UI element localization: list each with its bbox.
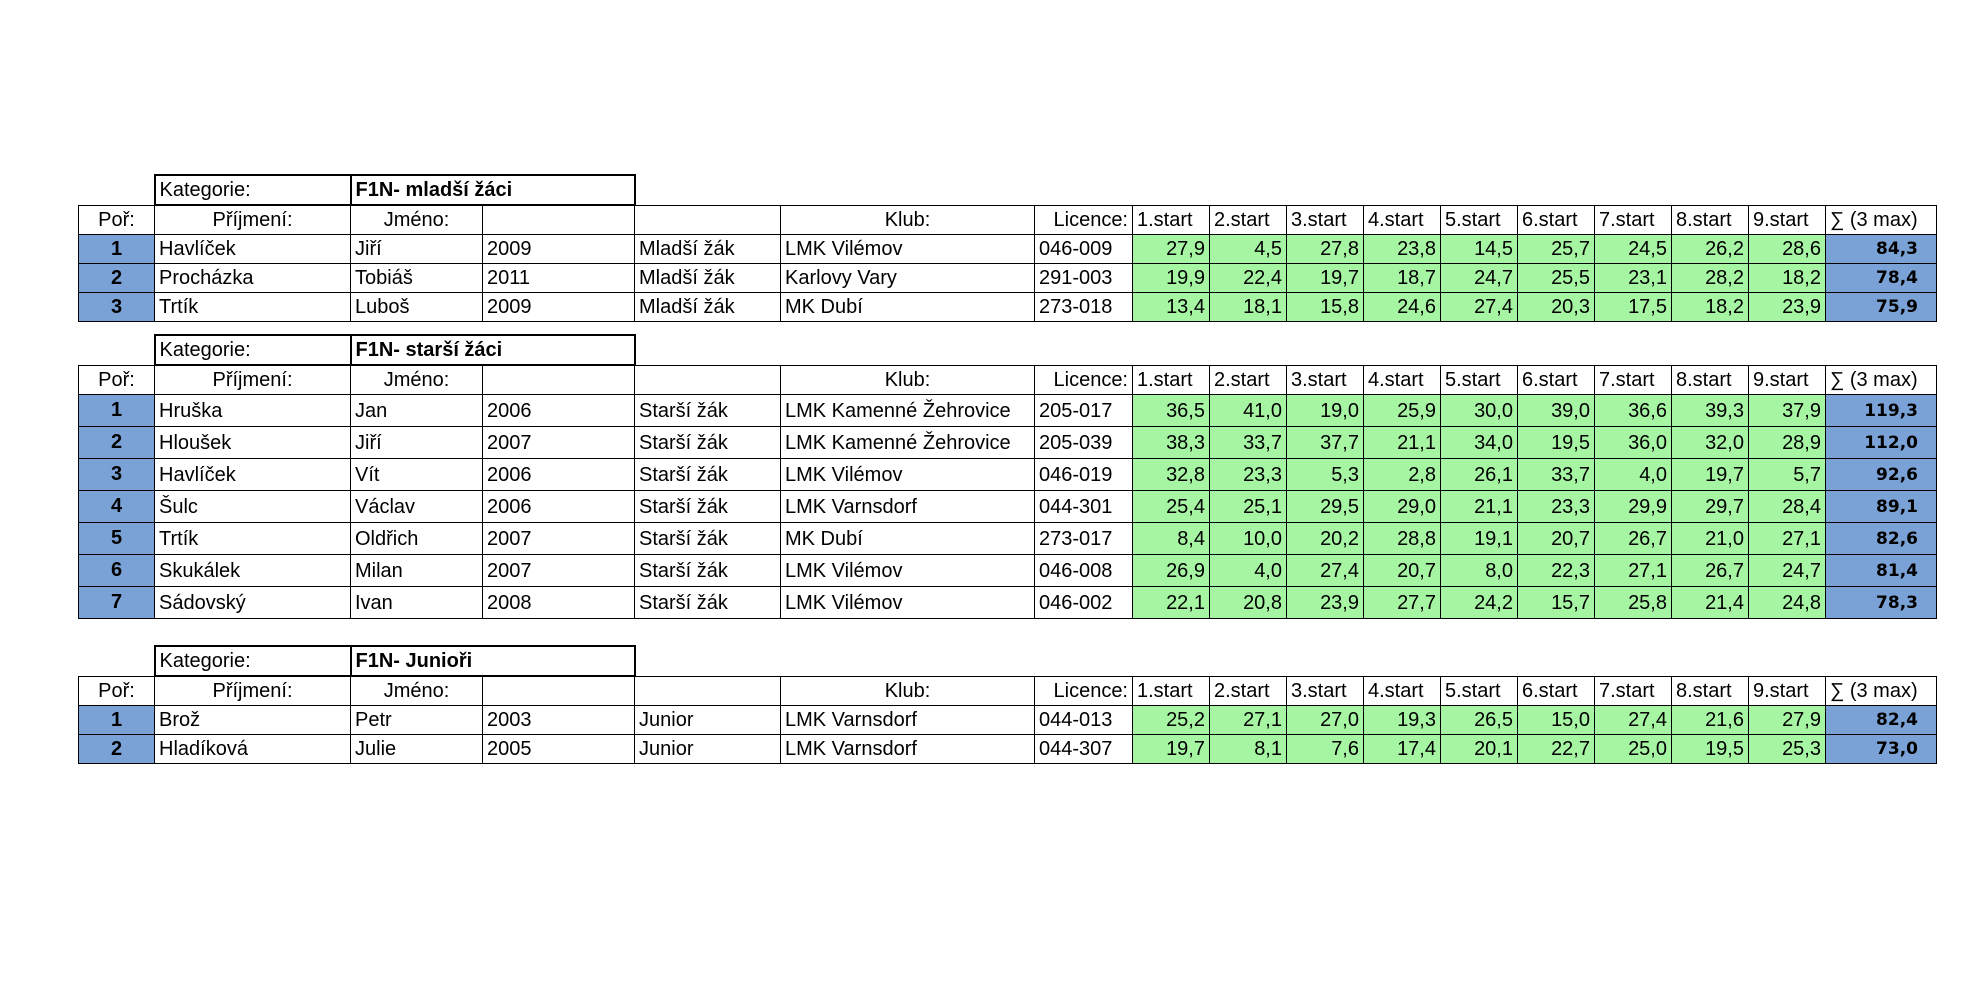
header-start-5: 5.start [1441, 676, 1518, 706]
score-cell: 37,9 [1749, 395, 1826, 427]
results-table [78, 174, 1937, 322]
score-cell: 27,4 [1595, 706, 1672, 735]
licence-cell: 205-017 [1035, 395, 1133, 427]
score-cell: 2,8 [1364, 459, 1441, 491]
header-name: Jméno: [351, 205, 483, 235]
header-name: Jméno: [351, 676, 483, 706]
score-cell: 24,5 [1595, 235, 1672, 264]
score-cell: 22,4 [1210, 264, 1287, 293]
score-cell: 19,0 [1287, 395, 1364, 427]
rank-cell: 1 [79, 706, 155, 735]
rank-cell: 1 [79, 395, 155, 427]
table-row [79, 293, 1937, 322]
header-licence: Licence: [1035, 676, 1133, 706]
header-rank: Poř: [79, 365, 155, 395]
table-row [79, 555, 1937, 587]
header-start-1: 1.start [1133, 205, 1210, 235]
header-start-6: 6.start [1518, 676, 1595, 706]
score-cell: 22,3 [1518, 555, 1595, 587]
score-cell: 27,1 [1595, 555, 1672, 587]
category-name: F1N- Junioři [351, 646, 635, 676]
score-cell: 14,5 [1441, 235, 1518, 264]
header-start-6: 6.start [1518, 205, 1595, 235]
header-start-8: 8.start [1672, 205, 1749, 235]
name-cell: Julie [351, 735, 483, 764]
name-cell: Milan [351, 555, 483, 587]
header-year [483, 205, 635, 235]
table-row [79, 587, 1937, 619]
score-cell: 29,9 [1595, 491, 1672, 523]
score-cell: 21,1 [1364, 427, 1441, 459]
table-row [79, 491, 1937, 523]
year-cell: 2006 [483, 459, 635, 491]
score-cell: 25,2 [1133, 706, 1210, 735]
score-cell: 27,7 [1364, 587, 1441, 619]
score-cell: 18,2 [1749, 264, 1826, 293]
category-cell: Mladší žák [635, 293, 781, 322]
score-cell: 27,4 [1441, 293, 1518, 322]
total-cell: 119,3 [1826, 395, 1937, 427]
club-cell: Karlovy Vary [781, 264, 1035, 293]
name-cell: Tobiáš [351, 264, 483, 293]
surname-cell: Trtík [155, 523, 351, 555]
licence-cell: 205-039 [1035, 427, 1133, 459]
header-start-7: 7.start [1595, 205, 1672, 235]
category-cell: Starší žák [635, 555, 781, 587]
year-cell: 2009 [483, 235, 635, 264]
score-cell: 24,7 [1749, 555, 1826, 587]
score-cell: 24,7 [1441, 264, 1518, 293]
club-cell: LMK Varnsdorf [781, 706, 1035, 735]
score-cell: 25,0 [1595, 735, 1672, 764]
surname-cell: Šulc [155, 491, 351, 523]
score-cell: 15,0 [1518, 706, 1595, 735]
score-cell: 4,0 [1210, 555, 1287, 587]
name-cell: Oldřich [351, 523, 483, 555]
name-cell: Jiří [351, 427, 483, 459]
score-cell: 15,7 [1518, 587, 1595, 619]
score-cell: 20,1 [1441, 735, 1518, 764]
score-cell: 20,8 [1210, 587, 1287, 619]
header-start-4: 4.start [1364, 205, 1441, 235]
header-start-7: 7.start [1595, 676, 1672, 706]
score-cell: 17,5 [1595, 293, 1672, 322]
licence-cell: 044-301 [1035, 491, 1133, 523]
score-cell: 24,8 [1749, 587, 1826, 619]
score-cell: 25,5 [1518, 264, 1595, 293]
score-cell: 19,3 [1364, 706, 1441, 735]
header-start-8: 8.start [1672, 365, 1749, 395]
category-name: F1N- mladší žáci [351, 175, 635, 205]
score-cell: 27,0 [1287, 706, 1364, 735]
header-start-4: 4.start [1364, 676, 1441, 706]
total-cell: 78,4 [1826, 264, 1937, 293]
table-row [79, 706, 1937, 735]
club-cell: LMK Varnsdorf [781, 491, 1035, 523]
name-cell: Petr [351, 706, 483, 735]
header-start-5: 5.start [1441, 365, 1518, 395]
score-cell: 33,7 [1518, 459, 1595, 491]
header-start-1: 1.start [1133, 676, 1210, 706]
header-surname: Příjmení: [155, 205, 351, 235]
header-start-3: 3.start [1287, 205, 1364, 235]
score-cell: 27,1 [1749, 523, 1826, 555]
score-cell: 26,9 [1133, 555, 1210, 587]
name-cell: Vít [351, 459, 483, 491]
score-cell: 19,1 [1441, 523, 1518, 555]
score-cell: 34,0 [1441, 427, 1518, 459]
club-cell: LMK Vilémov [781, 555, 1035, 587]
score-cell: 7,6 [1287, 735, 1364, 764]
club-cell: LMK Vilémov [781, 459, 1035, 491]
club-cell: LMK Kamenné Žehrovice [781, 395, 1035, 427]
score-cell: 38,3 [1133, 427, 1210, 459]
score-cell: 41,0 [1210, 395, 1287, 427]
category-label: Kategorie: [155, 175, 351, 205]
surname-cell: Havlíček [155, 235, 351, 264]
score-cell: 23,3 [1518, 491, 1595, 523]
score-cell: 27,9 [1133, 235, 1210, 264]
header-licence: Licence: [1035, 205, 1133, 235]
name-cell: Luboš [351, 293, 483, 322]
score-cell: 5,7 [1749, 459, 1826, 491]
club-cell: LMK Kamenné Žehrovice [781, 427, 1035, 459]
score-cell: 25,3 [1749, 735, 1826, 764]
score-cell: 29,5 [1287, 491, 1364, 523]
category-label: Kategorie: [155, 335, 351, 365]
category-cell: Starší žák [635, 523, 781, 555]
header-year [483, 365, 635, 395]
score-cell: 36,0 [1595, 427, 1672, 459]
header-start-2: 2.start [1210, 205, 1287, 235]
category-cell: Junior [635, 706, 781, 735]
score-cell: 19,9 [1133, 264, 1210, 293]
header-start-8: 8.start [1672, 676, 1749, 706]
total-cell: 82,4 [1826, 706, 1937, 735]
category-name: F1N- starší žáci [351, 335, 635, 365]
score-cell: 23,3 [1210, 459, 1287, 491]
header-start-9: 9.start [1749, 205, 1826, 235]
licence-cell: 273-017 [1035, 523, 1133, 555]
score-cell: 27,9 [1749, 706, 1826, 735]
name-cell: Ivan [351, 587, 483, 619]
header-name: Jméno: [351, 365, 483, 395]
total-cell: 82,6 [1826, 523, 1937, 555]
header-club: Klub: [781, 676, 1035, 706]
score-cell: 23,1 [1595, 264, 1672, 293]
table-row [79, 235, 1937, 264]
score-cell: 18,1 [1210, 293, 1287, 322]
score-cell: 27,1 [1210, 706, 1287, 735]
total-cell: 84,3 [1826, 235, 1937, 264]
header-start-9: 9.start [1749, 365, 1826, 395]
results-table [78, 334, 1937, 619]
table-row [79, 735, 1937, 764]
year-cell: 2007 [483, 427, 635, 459]
header-year [483, 676, 635, 706]
year-cell: 2006 [483, 395, 635, 427]
score-cell: 25,9 [1364, 395, 1441, 427]
header-start-2: 2.start [1210, 365, 1287, 395]
category-cell: Mladší žák [635, 235, 781, 264]
licence-cell: 046-008 [1035, 555, 1133, 587]
header-start-3: 3.start [1287, 365, 1364, 395]
score-cell: 27,4 [1287, 555, 1364, 587]
year-cell: 2006 [483, 491, 635, 523]
score-cell: 28,4 [1749, 491, 1826, 523]
category-label: Kategorie: [155, 646, 351, 676]
score-cell: 22,1 [1133, 587, 1210, 619]
score-cell: 26,7 [1595, 523, 1672, 555]
score-cell: 4,0 [1595, 459, 1672, 491]
header-total: ∑ (3 max) [1826, 365, 1937, 395]
score-cell: 39,3 [1672, 395, 1749, 427]
name-cell: Jan [351, 395, 483, 427]
rank-cell: 6 [79, 555, 155, 587]
surname-cell: Hladíková [155, 735, 351, 764]
rank-cell: 2 [79, 735, 155, 764]
category-block-0 [78, 174, 1937, 322]
surname-cell: Skukálek [155, 555, 351, 587]
category-block-1 [78, 334, 1937, 619]
score-cell: 19,7 [1133, 735, 1210, 764]
header-category [635, 676, 781, 706]
header-start-6: 6.start [1518, 365, 1595, 395]
score-cell: 8,1 [1210, 735, 1287, 764]
score-cell: 25,1 [1210, 491, 1287, 523]
rank-cell: 1 [79, 235, 155, 264]
total-cell: 89,1 [1826, 491, 1937, 523]
score-cell: 4,5 [1210, 235, 1287, 264]
table-row [79, 523, 1937, 555]
total-cell: 81,4 [1826, 555, 1937, 587]
score-cell: 28,8 [1364, 523, 1441, 555]
rank-cell: 5 [79, 523, 155, 555]
score-cell: 37,7 [1287, 427, 1364, 459]
header-start-2: 2.start [1210, 676, 1287, 706]
rank-cell: 3 [79, 293, 155, 322]
header-start-1: 1.start [1133, 365, 1210, 395]
total-cell: 92,6 [1826, 459, 1937, 491]
surname-cell: Hloušek [155, 427, 351, 459]
score-cell: 24,2 [1441, 587, 1518, 619]
licence-cell: 046-009 [1035, 235, 1133, 264]
score-cell: 21,6 [1672, 706, 1749, 735]
year-cell: 2007 [483, 555, 635, 587]
score-cell: 29,7 [1672, 491, 1749, 523]
score-cell: 32,0 [1672, 427, 1749, 459]
table-row [79, 395, 1937, 427]
header-total: ∑ (3 max) [1826, 676, 1937, 706]
header-club: Klub: [781, 205, 1035, 235]
category-cell: Starší žák [635, 587, 781, 619]
score-cell: 28,2 [1672, 264, 1749, 293]
score-cell: 20,3 [1518, 293, 1595, 322]
score-cell: 36,6 [1595, 395, 1672, 427]
score-cell: 18,7 [1364, 264, 1441, 293]
licence-cell: 044-013 [1035, 706, 1133, 735]
year-cell: 2008 [483, 587, 635, 619]
surname-cell: Hruška [155, 395, 351, 427]
year-cell: 2011 [483, 264, 635, 293]
score-cell: 25,4 [1133, 491, 1210, 523]
club-cell: LMK Vilémov [781, 235, 1035, 264]
header-category [635, 365, 781, 395]
score-cell: 20,7 [1364, 555, 1441, 587]
category-cell: Starší žák [635, 427, 781, 459]
year-cell: 2009 [483, 293, 635, 322]
licence-cell: 046-019 [1035, 459, 1133, 491]
header-start-3: 3.start [1287, 676, 1364, 706]
score-cell: 33,7 [1210, 427, 1287, 459]
total-cell: 78,3 [1826, 587, 1937, 619]
total-cell: 75,9 [1826, 293, 1937, 322]
category-cell: Starší žák [635, 395, 781, 427]
rank-cell: 2 [79, 427, 155, 459]
score-cell: 20,7 [1518, 523, 1595, 555]
surname-cell: Trtík [155, 293, 351, 322]
licence-cell: 046-002 [1035, 587, 1133, 619]
header-surname: Příjmení: [155, 365, 351, 395]
header-start-5: 5.start [1441, 205, 1518, 235]
header-total: ∑ (3 max) [1826, 205, 1937, 235]
score-cell: 21,4 [1672, 587, 1749, 619]
score-cell: 22,7 [1518, 735, 1595, 764]
club-cell: LMK Vilémov [781, 587, 1035, 619]
header-start-7: 7.start [1595, 365, 1672, 395]
score-cell: 26,2 [1672, 235, 1749, 264]
table-row [79, 264, 1937, 293]
score-cell: 28,9 [1749, 427, 1826, 459]
category-cell: Starší žák [635, 459, 781, 491]
table-row [79, 427, 1937, 459]
rank-cell: 2 [79, 264, 155, 293]
total-cell: 73,0 [1826, 735, 1937, 764]
score-cell: 29,0 [1364, 491, 1441, 523]
score-cell: 8,0 [1441, 555, 1518, 587]
score-cell: 32,8 [1133, 459, 1210, 491]
table-row [79, 459, 1937, 491]
rank-cell: 4 [79, 491, 155, 523]
score-cell: 27,8 [1287, 235, 1364, 264]
score-cell: 26,1 [1441, 459, 1518, 491]
surname-cell: Havlíček [155, 459, 351, 491]
score-cell: 26,7 [1672, 555, 1749, 587]
club-cell: MK Dubí [781, 293, 1035, 322]
total-cell: 112,0 [1826, 427, 1937, 459]
score-cell: 19,5 [1518, 427, 1595, 459]
score-cell: 24,6 [1364, 293, 1441, 322]
surname-cell: Brož [155, 706, 351, 735]
header-rank: Poř: [79, 676, 155, 706]
score-cell: 21,1 [1441, 491, 1518, 523]
score-cell: 25,8 [1595, 587, 1672, 619]
score-cell: 5,3 [1287, 459, 1364, 491]
score-cell: 20,2 [1287, 523, 1364, 555]
score-cell: 19,5 [1672, 735, 1749, 764]
header-start-9: 9.start [1749, 676, 1826, 706]
score-cell: 36,5 [1133, 395, 1210, 427]
score-cell: 23,9 [1287, 587, 1364, 619]
score-cell: 8,4 [1133, 523, 1210, 555]
licence-cell: 291-003 [1035, 264, 1133, 293]
score-cell: 17,4 [1364, 735, 1441, 764]
score-cell: 18,2 [1672, 293, 1749, 322]
score-cell: 21,0 [1672, 523, 1749, 555]
score-cell: 10,0 [1210, 523, 1287, 555]
score-cell: 23,9 [1749, 293, 1826, 322]
header-licence: Licence: [1035, 365, 1133, 395]
results-table [78, 645, 1937, 764]
club-cell: MK Dubí [781, 523, 1035, 555]
score-cell: 39,0 [1518, 395, 1595, 427]
header-surname: Příjmení: [155, 676, 351, 706]
year-cell: 2007 [483, 523, 635, 555]
score-cell: 28,6 [1749, 235, 1826, 264]
category-block-2 [78, 645, 1937, 764]
category-cell: Mladší žák [635, 264, 781, 293]
header-start-4: 4.start [1364, 365, 1441, 395]
score-cell: 23,8 [1364, 235, 1441, 264]
score-cell: 25,7 [1518, 235, 1595, 264]
header-rank: Poř: [79, 205, 155, 235]
year-cell: 2003 [483, 706, 635, 735]
score-cell: 26,5 [1441, 706, 1518, 735]
category-cell: Starší žák [635, 491, 781, 523]
surname-cell: Sádovský [155, 587, 351, 619]
licence-cell: 044-307 [1035, 735, 1133, 764]
rank-cell: 3 [79, 459, 155, 491]
score-cell: 15,8 [1287, 293, 1364, 322]
surname-cell: Procházka [155, 264, 351, 293]
rank-cell: 7 [79, 587, 155, 619]
score-cell: 30,0 [1441, 395, 1518, 427]
category-cell: Junior [635, 735, 781, 764]
score-cell: 19,7 [1672, 459, 1749, 491]
header-category [635, 205, 781, 235]
score-cell: 19,7 [1287, 264, 1364, 293]
header-club: Klub: [781, 365, 1035, 395]
year-cell: 2005 [483, 735, 635, 764]
score-cell: 13,4 [1133, 293, 1210, 322]
name-cell: Václav [351, 491, 483, 523]
licence-cell: 273-018 [1035, 293, 1133, 322]
club-cell: LMK Varnsdorf [781, 735, 1035, 764]
name-cell: Jiří [351, 235, 483, 264]
